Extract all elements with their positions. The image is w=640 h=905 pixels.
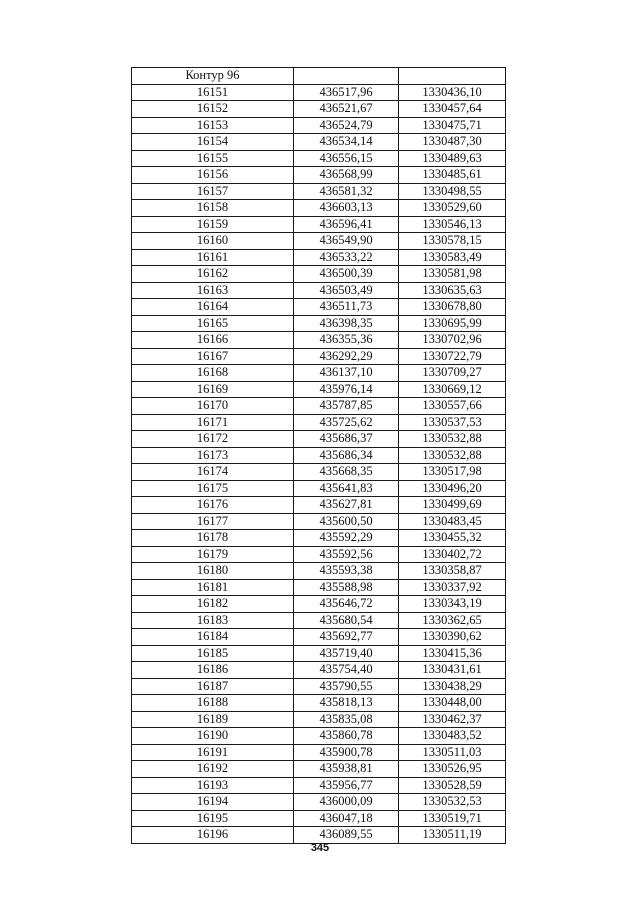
x-coordinate-cell: 435725,62: [294, 414, 399, 431]
point-number-cell: 16169: [132, 381, 294, 398]
table-row: [132, 629, 506, 646]
table-row: [132, 398, 506, 415]
y-coordinate-cell: 1330532,88: [399, 447, 506, 464]
x-coordinate-cell: 435668,35: [294, 464, 399, 481]
point-number-cell: 16181: [132, 579, 294, 596]
header-empty-cell: [294, 68, 399, 85]
point-number-cell: 16162: [132, 266, 294, 283]
y-coordinate-cell: 1330415,36: [399, 645, 506, 662]
y-coordinate-cell: 1330526,95: [399, 761, 506, 778]
coordinates-table: [131, 67, 506, 844]
contour-label-cell: Контур 96: [132, 68, 294, 85]
point-number-cell: 16177: [132, 513, 294, 530]
x-coordinate-cell: 435754,40: [294, 662, 399, 679]
header-empty-cell: [399, 68, 506, 85]
table-row: [132, 662, 506, 679]
table-row: [132, 84, 506, 101]
point-number-cell: 16176: [132, 497, 294, 514]
x-coordinate-cell: 436292,29: [294, 348, 399, 365]
point-number-cell: 16187: [132, 678, 294, 695]
y-coordinate-cell: 1330578,15: [399, 233, 506, 250]
x-coordinate-cell: 435680,54: [294, 612, 399, 629]
table-row: [132, 827, 506, 844]
y-coordinate-cell: 1330695,99: [399, 315, 506, 332]
x-coordinate-cell: 435646,72: [294, 596, 399, 613]
point-number-cell: 16194: [132, 794, 294, 811]
y-coordinate-cell: 1330455,32: [399, 530, 506, 547]
x-coordinate-cell: 435641,83: [294, 480, 399, 497]
y-coordinate-cell: 1330496,20: [399, 480, 506, 497]
y-coordinate-cell: 1330358,87: [399, 563, 506, 580]
point-number-cell: 16159: [132, 216, 294, 233]
y-coordinate-cell: 1330669,12: [399, 381, 506, 398]
table-row: [132, 233, 506, 250]
table-row: [132, 150, 506, 167]
x-coordinate-cell: 436524,79: [294, 117, 399, 134]
point-number-cell: 16193: [132, 777, 294, 794]
x-coordinate-cell: 436398,35: [294, 315, 399, 332]
x-coordinate-cell: 436000,09: [294, 794, 399, 811]
point-number-cell: 16179: [132, 546, 294, 563]
point-number-cell: 16175: [132, 480, 294, 497]
table-row: [132, 447, 506, 464]
point-number-cell: 16171: [132, 414, 294, 431]
table-row: [132, 299, 506, 316]
y-coordinate-cell: 1330709,27: [399, 365, 506, 382]
point-number-cell: 16189: [132, 711, 294, 728]
point-number-cell: 16151: [132, 84, 294, 101]
y-coordinate-cell: 1330517,98: [399, 464, 506, 481]
y-coordinate-cell: 1330485,61: [399, 167, 506, 184]
y-coordinate-cell: 1330546,13: [399, 216, 506, 233]
y-coordinate-cell: 1330581,98: [399, 266, 506, 283]
x-coordinate-cell: 436137,10: [294, 365, 399, 382]
table-row: [132, 249, 506, 266]
point-number-cell: 16165: [132, 315, 294, 332]
table-row: [132, 266, 506, 283]
table-row: [132, 513, 506, 530]
point-number-cell: 16188: [132, 695, 294, 712]
x-coordinate-cell: 436534,14: [294, 134, 399, 151]
table-row: [132, 810, 506, 827]
table-header-row: [132, 68, 506, 85]
table-row: [132, 497, 506, 514]
x-coordinate-cell: 436517,96: [294, 84, 399, 101]
point-number-cell: 16185: [132, 645, 294, 662]
table-row: [132, 365, 506, 382]
y-coordinate-cell: 1330402,72: [399, 546, 506, 563]
table-row: [132, 480, 506, 497]
point-number-cell: 16173: [132, 447, 294, 464]
table-row: [132, 216, 506, 233]
point-number-cell: 16166: [132, 332, 294, 349]
x-coordinate-cell: 435790,55: [294, 678, 399, 695]
x-coordinate-cell: 436503,49: [294, 282, 399, 299]
point-number-cell: 16191: [132, 744, 294, 761]
table-row: [132, 530, 506, 547]
y-coordinate-cell: 1330483,52: [399, 728, 506, 745]
table-row: [132, 414, 506, 431]
coordinates-table-body: [132, 68, 506, 844]
x-coordinate-cell: 435860,78: [294, 728, 399, 745]
x-coordinate-cell: 435588,98: [294, 579, 399, 596]
y-coordinate-cell: 1330362,65: [399, 612, 506, 629]
point-number-cell: 16186: [132, 662, 294, 679]
x-coordinate-cell: 435686,34: [294, 447, 399, 464]
point-number-cell: 16155: [132, 150, 294, 167]
table-row: [132, 282, 506, 299]
x-coordinate-cell: 435976,14: [294, 381, 399, 398]
y-coordinate-cell: 1330557,66: [399, 398, 506, 415]
point-number-cell: 16161: [132, 249, 294, 266]
y-coordinate-cell: 1330483,45: [399, 513, 506, 530]
table-row: [132, 167, 506, 184]
y-coordinate-cell: 1330475,71: [399, 117, 506, 134]
y-coordinate-cell: 1330457,64: [399, 101, 506, 118]
x-coordinate-cell: 435835,08: [294, 711, 399, 728]
table-row: [132, 563, 506, 580]
table-row: [132, 744, 506, 761]
table-row: [132, 761, 506, 778]
table-row: [132, 464, 506, 481]
y-coordinate-cell: 1330532,53: [399, 794, 506, 811]
y-coordinate-cell: 1330499,69: [399, 497, 506, 514]
point-number-cell: 16183: [132, 612, 294, 629]
table-row: [132, 794, 506, 811]
x-coordinate-cell: 436089,55: [294, 827, 399, 844]
point-number-cell: 16152: [132, 101, 294, 118]
x-coordinate-cell: 435592,56: [294, 546, 399, 563]
table-row: [132, 315, 506, 332]
y-coordinate-cell: 1330635,63: [399, 282, 506, 299]
table-row: [132, 612, 506, 629]
point-number-cell: 16153: [132, 117, 294, 134]
table-row: [132, 117, 506, 134]
table-row: [132, 332, 506, 349]
table-row: [132, 101, 506, 118]
y-coordinate-cell: 1330337,92: [399, 579, 506, 596]
y-coordinate-cell: 1330511,19: [399, 827, 506, 844]
x-coordinate-cell: 435593,38: [294, 563, 399, 580]
x-coordinate-cell: 435956,77: [294, 777, 399, 794]
x-coordinate-cell: 436511,73: [294, 299, 399, 316]
x-coordinate-cell: 436549,90: [294, 233, 399, 250]
point-number-cell: 16156: [132, 167, 294, 184]
point-number-cell: 16160: [132, 233, 294, 250]
point-number-cell: 16180: [132, 563, 294, 580]
x-coordinate-cell: 435592,29: [294, 530, 399, 547]
point-number-cell: 16190: [132, 728, 294, 745]
x-coordinate-cell: 436047,18: [294, 810, 399, 827]
point-number-cell: 16182: [132, 596, 294, 613]
table-row: [132, 348, 506, 365]
y-coordinate-cell: 1330583,49: [399, 249, 506, 266]
table-row: [132, 678, 506, 695]
y-coordinate-cell: 1330511,03: [399, 744, 506, 761]
point-number-cell: 16163: [132, 282, 294, 299]
y-coordinate-cell: 1330528,59: [399, 777, 506, 794]
x-coordinate-cell: 436556,15: [294, 150, 399, 167]
point-number-cell: 16167: [132, 348, 294, 365]
x-coordinate-cell: 436603,13: [294, 200, 399, 217]
table-row: [132, 695, 506, 712]
table-row: [132, 728, 506, 745]
y-coordinate-cell: 1330448,00: [399, 695, 506, 712]
y-coordinate-cell: 1330390,62: [399, 629, 506, 646]
table-row: [132, 596, 506, 613]
y-coordinate-cell: 1330462,37: [399, 711, 506, 728]
x-coordinate-cell: 435686,37: [294, 431, 399, 448]
table-row: [132, 134, 506, 151]
x-coordinate-cell: 436581,32: [294, 183, 399, 200]
x-coordinate-cell: 435818,13: [294, 695, 399, 712]
point-number-cell: 16174: [132, 464, 294, 481]
x-coordinate-cell: 436521,67: [294, 101, 399, 118]
x-coordinate-cell: 436568,99: [294, 167, 399, 184]
point-number-cell: 16154: [132, 134, 294, 151]
x-coordinate-cell: 435692,77: [294, 629, 399, 646]
y-coordinate-cell: 1330532,88: [399, 431, 506, 448]
table-row: [132, 431, 506, 448]
x-coordinate-cell: 436596,41: [294, 216, 399, 233]
point-number-cell: 16192: [132, 761, 294, 778]
y-coordinate-cell: 1330343,19: [399, 596, 506, 613]
y-coordinate-cell: 1330537,53: [399, 414, 506, 431]
y-coordinate-cell: 1330489,63: [399, 150, 506, 167]
y-coordinate-cell: 1330722,79: [399, 348, 506, 365]
x-coordinate-cell: 435787,85: [294, 398, 399, 415]
point-number-cell: 16164: [132, 299, 294, 316]
table-row: [132, 711, 506, 728]
table-row: [132, 645, 506, 662]
x-coordinate-cell: 436533,22: [294, 249, 399, 266]
point-number-cell: 16168: [132, 365, 294, 382]
point-number-cell: 16170: [132, 398, 294, 415]
y-coordinate-cell: 1330436,10: [399, 84, 506, 101]
x-coordinate-cell: 435900,78: [294, 744, 399, 761]
point-number-cell: 16178: [132, 530, 294, 547]
point-number-cell: 16157: [132, 183, 294, 200]
x-coordinate-cell: 436500,39: [294, 266, 399, 283]
y-coordinate-cell: 1330438,29: [399, 678, 506, 695]
y-coordinate-cell: 1330519,71: [399, 810, 506, 827]
x-coordinate-cell: 436355,36: [294, 332, 399, 349]
y-coordinate-cell: 1330498,55: [399, 183, 506, 200]
point-number-cell: 16184: [132, 629, 294, 646]
y-coordinate-cell: 1330529,60: [399, 200, 506, 217]
point-number-cell: 16172: [132, 431, 294, 448]
y-coordinate-cell: 1330431,61: [399, 662, 506, 679]
page-number: 345: [310, 842, 330, 854]
table-row: [132, 777, 506, 794]
point-number-cell: 16196: [132, 827, 294, 844]
table-row: [132, 200, 506, 217]
x-coordinate-cell: 435627,81: [294, 497, 399, 514]
y-coordinate-cell: 1330678,80: [399, 299, 506, 316]
table-row: [132, 546, 506, 563]
table-row: [132, 381, 506, 398]
table-row: [132, 183, 506, 200]
y-coordinate-cell: 1330702,96: [399, 332, 506, 349]
point-number-cell: 16195: [132, 810, 294, 827]
table-row: [132, 579, 506, 596]
y-coordinate-cell: 1330487,30: [399, 134, 506, 151]
x-coordinate-cell: 435719,40: [294, 645, 399, 662]
x-coordinate-cell: 435600,50: [294, 513, 399, 530]
point-number-cell: 16158: [132, 200, 294, 217]
x-coordinate-cell: 435938,81: [294, 761, 399, 778]
